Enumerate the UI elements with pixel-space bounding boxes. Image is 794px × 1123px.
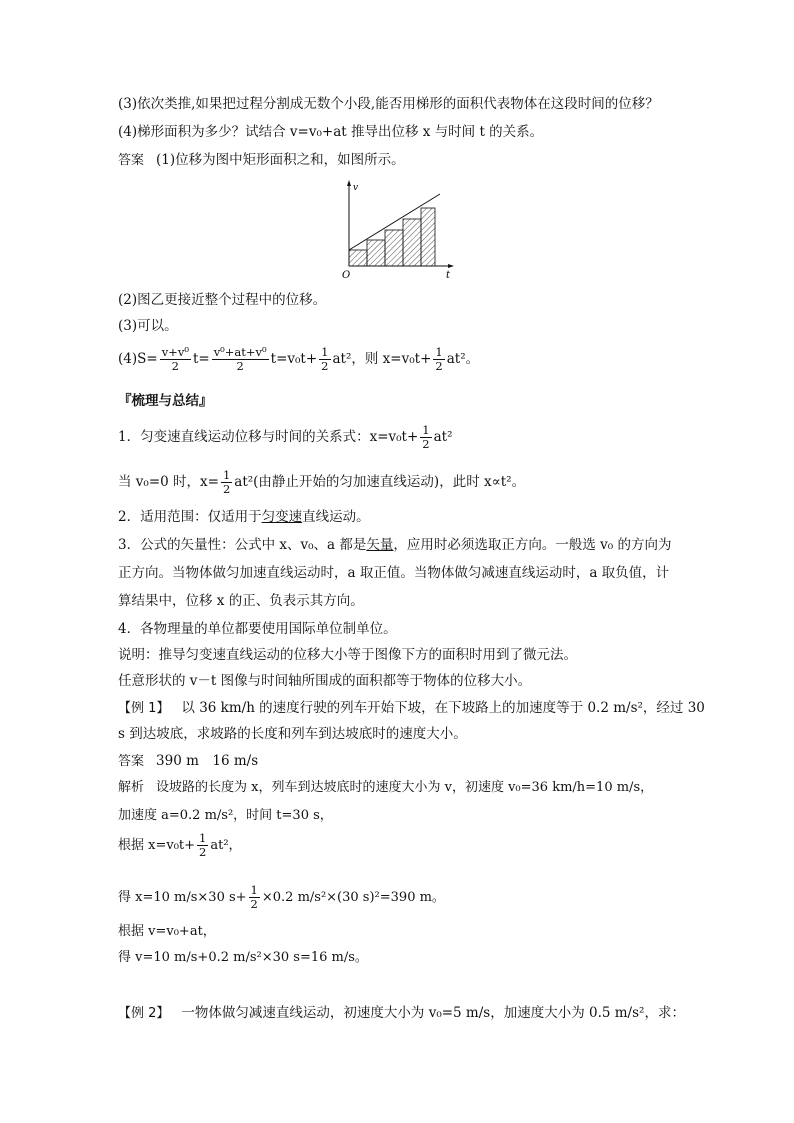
frac-num: 1 xyxy=(435,345,443,359)
fraction xyxy=(221,469,232,496)
fraction xyxy=(433,346,444,373)
frac-den: 2 xyxy=(435,359,443,373)
fraction xyxy=(319,346,330,373)
s3-prefix: 3．公式的矢量性：公式中 x、v₀、a 都是 xyxy=(118,537,367,553)
t-axis-arrow xyxy=(448,264,454,268)
example-2-label: 【例 2】 xyxy=(118,1006,170,1021)
answer-2: (2)图乙更接近整个过程中的位移。 xyxy=(118,292,327,308)
analysis-step-5: 根据 v=v₀+at， xyxy=(118,924,216,939)
fraction xyxy=(420,424,431,451)
summary-item-4: 4．各物理量的单位都要使用国际单位制单位。 xyxy=(118,621,397,637)
note-2: 任意形状的 v－t 图像与时间轴所围成的面积都等于物体的位移大小。 xyxy=(118,673,532,689)
summary-item-3-line3: 算结果中，位移 x 的正、负表示其方向。 xyxy=(118,593,364,609)
example-1-line1 xyxy=(118,698,705,719)
a4-prefix: (4)S= xyxy=(118,351,158,367)
answer-label: 答案 xyxy=(118,153,145,168)
s1b-suffix: at²(由静止开始的匀加速直线运动)，此时 x∝t²。 xyxy=(234,474,526,490)
answer-1: (1)位移为图中矩形面积之和，如图所示。 xyxy=(156,152,405,168)
a4-suffix: at²。 xyxy=(446,351,480,367)
frac-den: 2 xyxy=(199,845,207,859)
analysis-step-1: 设坡路的长度为 x，列车到达坡底时的速度大小为 v，初速度 v₀=36 km/h=10 m/s， xyxy=(156,780,654,795)
frac-num: v+v⁰ xyxy=(161,345,189,359)
summary-item-2 xyxy=(118,507,370,527)
frac-den: 2 xyxy=(222,482,231,496)
s3-prefix: 根据 x=v₀t+ xyxy=(118,838,196,853)
rect-2 xyxy=(367,240,385,266)
summary-item-3-line2: 正方向。当物体做匀加速直线运动时，a 取正值。当物体做匀减速直线运动时，a 取负值，计 xyxy=(118,565,670,581)
frac-num: 1 xyxy=(422,423,430,437)
s2-suffix: 直线运动。 xyxy=(302,509,370,525)
frac-num: 1 xyxy=(250,883,258,897)
answer-4 xyxy=(118,345,479,373)
example-2-line xyxy=(118,1003,685,1024)
s2-underline: 匀变速 xyxy=(261,509,303,525)
answer-3: (3)可以。 xyxy=(118,318,178,334)
fraction xyxy=(249,884,260,911)
frac-num: 1 xyxy=(222,468,231,482)
frac-den: 2 xyxy=(250,897,258,911)
s3-suffix: at²， xyxy=(210,838,242,853)
question-3: (3)依次类推,如果把过程分割成无数个小段,能否用梯形的面积代表物体在这段时间的位移？ xyxy=(118,96,659,112)
v-axis-arrow xyxy=(347,180,351,186)
example-2-text: 一物体做匀减速直线运动，初速度大小为 v₀=5 m/s，加速度大小为 0.5 m/s²，求： xyxy=(181,1005,685,1021)
example-1-label: 【例 1】 xyxy=(118,701,170,716)
summary-item-1 xyxy=(118,423,453,451)
rect-5 xyxy=(421,208,435,266)
analysis-1 xyxy=(118,778,653,798)
a4-mid2: t=v₀t+ xyxy=(270,351,318,367)
frac-num: v⁰+at+v⁰ xyxy=(213,345,267,359)
s4-suffix: ×0.2 m/s²×(30 s)²=390 m。 xyxy=(261,890,445,905)
s1b-prefix: 当 v₀=0 时，x= xyxy=(118,474,219,490)
rect-3 xyxy=(385,230,403,266)
t-axis-label: t xyxy=(446,270,451,280)
fraction xyxy=(212,346,269,373)
frac-den: 2 xyxy=(321,359,329,373)
s3-underline: 矢量 xyxy=(366,537,394,553)
analysis-step-3 xyxy=(118,832,242,860)
a4-mid1: t= xyxy=(192,351,210,367)
rect-1 xyxy=(349,250,367,266)
rect-4 xyxy=(403,219,421,266)
vt-graph xyxy=(332,178,462,280)
v-axis-label: v xyxy=(353,183,359,193)
s2-prefix: 2．适用范围：仅适用于 xyxy=(118,509,262,525)
analysis-step-2: 加速度 a=0.2 m/s²，时间 t=30 s， xyxy=(118,808,333,823)
s4-prefix: 得 x=10 m/s×30 s+ xyxy=(118,890,247,905)
frac-den: 2 xyxy=(236,359,244,373)
frac-den: 2 xyxy=(422,437,430,451)
frac-num: 1 xyxy=(199,831,207,845)
summary-item-1b xyxy=(118,468,525,496)
fraction xyxy=(160,346,191,373)
example-1-answer xyxy=(118,751,258,772)
example-1-text: 以 36 km/h 的速度行驶的列车开始下坡，在下坡路上的加速度等于 0.2 m/s²，经过 30 xyxy=(181,700,705,716)
example-1-answer-value: 390 m 16 m/s xyxy=(156,753,259,769)
analysis-label: 解析 xyxy=(118,780,145,795)
s1-suffix: at² xyxy=(433,429,453,445)
a4-mid3: at²，则 x=v₀t+ xyxy=(332,351,432,367)
answer-1-line xyxy=(118,150,405,171)
frac-num: 1 xyxy=(321,345,329,359)
question-4: (4)梯形面积为多少？试结合 v=v₀+at 推导出位移 x 与时间 t 的关系。 xyxy=(118,124,544,140)
analysis-step-6: 得 v=10 m/s+0.2 m/s²×30 s=16 m/s。 xyxy=(118,950,368,965)
frac-den: 2 xyxy=(171,359,179,373)
summary-item-3-line1 xyxy=(118,535,672,555)
example-1-line2: s 到达坡底，求坡路的长度和列车到达坡底时的速度大小。 xyxy=(118,726,467,742)
fraction xyxy=(197,832,208,859)
analysis-step-4 xyxy=(118,884,445,912)
summary-title: 『梳理与总结』 xyxy=(118,393,213,409)
s1-prefix: 1．匀变速直线运动位移与时间的关系式：x=v₀t+ xyxy=(118,429,419,445)
s3-suffix: ，应用时必须选取正方向。一般选 v₀ 的方向为 xyxy=(393,537,672,553)
origin-label: O xyxy=(342,270,351,280)
answer-label: 答案 xyxy=(118,754,145,769)
note-1: 说明：推导匀变速直线运动的位移大小等于图像下方的面积时用到了微元法。 xyxy=(118,647,577,663)
